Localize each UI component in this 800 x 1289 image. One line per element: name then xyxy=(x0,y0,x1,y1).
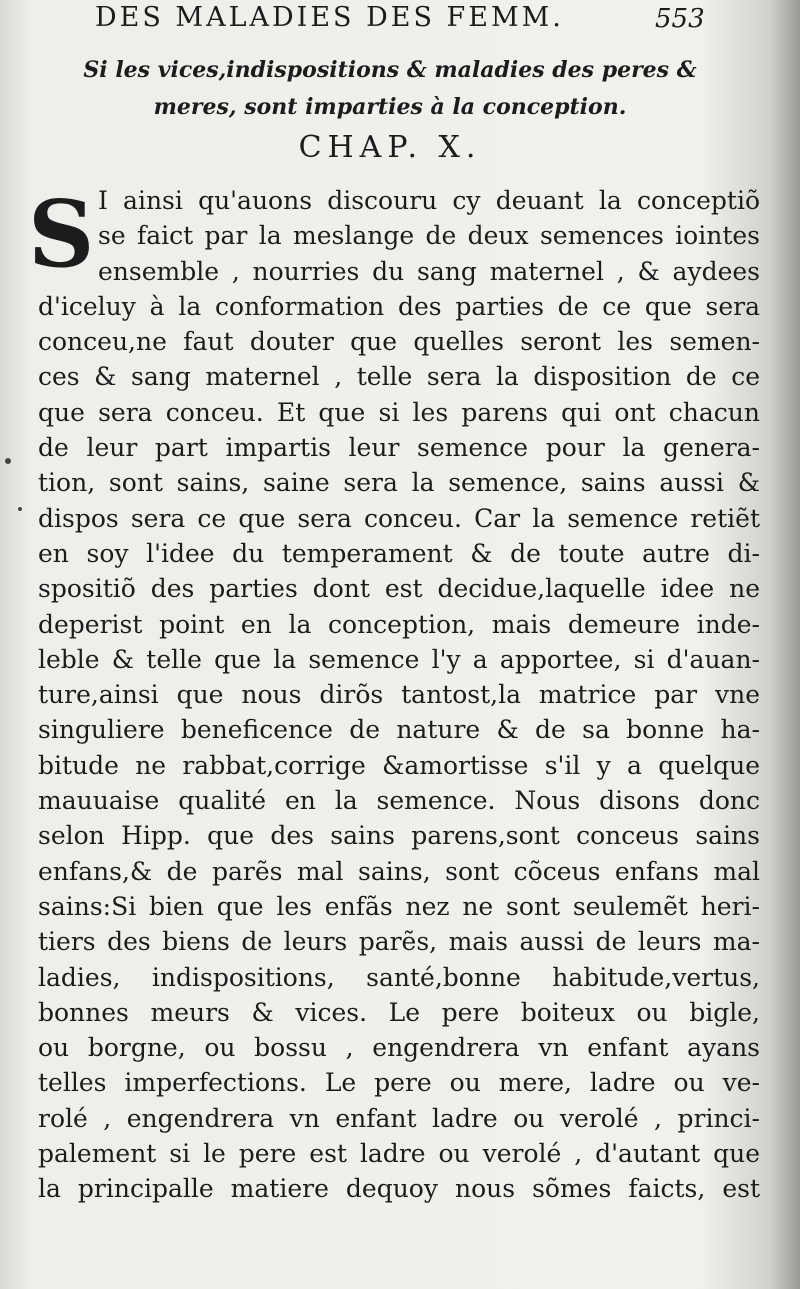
page-number: 553 xyxy=(655,4,705,34)
margin-mark xyxy=(18,507,22,511)
text-line: en soy l'idee du temperament & de toute autre di- xyxy=(38,538,760,568)
text-line: spositiõ des parties dont est decidue,laquelle idee ne xyxy=(38,574,760,604)
text-line: mauuaise qualité en la semence. Nous disons donc xyxy=(38,786,760,816)
text-line: conceu,ne faut douter que quelles seront les semen- xyxy=(38,327,760,357)
text-line: selon Hipp. que des sains parens,sont conceus sains xyxy=(38,821,760,851)
text-line: I ainsi qu'auons discouru cy deuant la conceptiõ xyxy=(98,186,760,215)
text-line: la principalle matiere dequoy nous sõmes faicts, est xyxy=(38,1174,760,1204)
text-line: ces & sang maternel , telle sera la disposition de ce xyxy=(38,362,760,392)
text-line: tiers des biens de leurs parẽs, mais aussi de leurs ma- xyxy=(38,927,760,957)
text-line: bonnes meurs & vices. Le pere boiteux ou bigle, xyxy=(38,997,760,1027)
text-line: de leur part impartis leur semence pour la genera- xyxy=(38,433,760,463)
text-line: tion, sont sains, saine sera la semence, sains aussi & xyxy=(38,468,760,498)
text-line: ture,ainsi que nous dirõs tantost,la matrice par vne xyxy=(38,680,760,710)
text-line: singuliere beneficence de nature & de sa bonne ha- xyxy=(38,715,760,745)
text-line: sains:Si bien que les enfãs nez ne sont seulemẽt heri- xyxy=(38,891,760,921)
text-line: telles imperfections. Le pere ou mere, ladre ou ve- xyxy=(38,1068,760,1098)
body-text xyxy=(38,183,760,1207)
running-head: DES MALADIES DES FEMM. xyxy=(95,2,564,33)
text-line: d'iceluy à la conformation des parties de ce que sera xyxy=(38,291,760,321)
text-line: ladies, indispositions, santé,bonne habitude,vertus, xyxy=(38,962,760,992)
text-line: ensemble , nourries du sang maternel , & aydees xyxy=(98,256,760,286)
text-line: se faict par la meslange de deux semences iointes xyxy=(98,221,760,251)
text-line: dispos sera ce que sera conceu. Car la semence retiẽt xyxy=(38,503,760,533)
title-line: meres, sont imparties à la conception. xyxy=(153,94,627,120)
text-line: rolé , engendrera vn enfant ladre ou verolé , princi- xyxy=(38,1103,760,1133)
chapter-heading: CHAP. X. xyxy=(298,130,482,165)
margin-mark xyxy=(5,458,11,464)
text-line: leble & telle que la semence l'y a apportee, si d'auan- xyxy=(38,644,760,674)
text-line: enfans,& de parẽs mal sains, sont cõceus enfans mal xyxy=(38,856,760,886)
text-line: palement si le pere est ladre ou verolé , d'autant que xyxy=(38,1139,760,1169)
text-line: ou borgne, ou bossu , engendrera vn enfant ayans xyxy=(38,1033,760,1063)
text-line: bitude ne rabbat,corrige &amortisse s'il y a quelque xyxy=(38,750,760,780)
section-title xyxy=(70,52,710,126)
text-line: que sera conceu. Et que si les parens qui ont chacun xyxy=(38,397,760,427)
title-line: Si les vices,indispositions & maladies des peres & xyxy=(83,57,697,83)
drop-cap: S xyxy=(28,180,95,288)
text-line: deperist point en la conception, mais demeure inde- xyxy=(38,609,760,639)
